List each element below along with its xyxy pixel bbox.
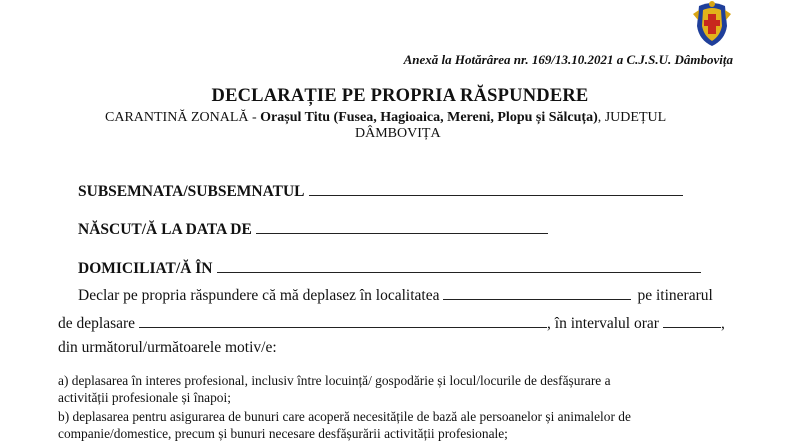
address-label: DOMICILIAT/Ă ÎN — [78, 260, 213, 277]
declaration-text-1b: pe itinerarul — [637, 287, 713, 304]
subtitle-line-2: DÂMBOVIȚA — [355, 126, 441, 141]
declaration-line-1 — [78, 285, 713, 305]
declaration-text-2a: de deplasare — [58, 315, 136, 332]
name-label: SUBSEMNATA/SUBSEMNATUL — [78, 183, 305, 200]
subtitle-line-1 — [105, 110, 666, 126]
declaration-line-3: din următorul/următoarele motiv/e: — [58, 339, 277, 356]
born-field-row — [78, 219, 548, 239]
name-field-row — [78, 181, 683, 201]
name-blank-line[interactable] — [309, 181, 683, 196]
born-label: NĂSCUT/Ă LA DATA DE — [78, 221, 252, 238]
reason-b-line-2: companie/domestice, precum și bunuri necesare desfășurării activității profesionale; — [58, 426, 508, 441]
declaration-line-2 — [58, 313, 725, 333]
itinerary-blank-line[interactable] — [139, 313, 547, 328]
declaration-text-1a: Declar pe propria răspundere că mă deplasez în localitatea — [78, 287, 440, 304]
reason-a-line-1: a) deplasarea în interes profesional, inclusiv între locuință/ gospodărie și locul/locurile de desfășurare a — [58, 373, 611, 388]
page-title: DECLARAȚIE PE PROPRIA RĂSPUNDERE — [211, 86, 589, 106]
comma-separator: , — [720, 315, 725, 332]
declaration-text-2b: , în intervalul orar — [547, 315, 659, 332]
address-blank-line[interactable] — [217, 258, 701, 273]
born-date-blank-line[interactable] — [256, 219, 548, 234]
subtitle-location: Orașul Titu (Fusea, Hagioaica, Mereni, Plopu și Sălcuța) — [260, 110, 598, 125]
reason-a-line-2: activității profesionale și înapoi; — [58, 390, 231, 405]
address-field-row — [78, 258, 701, 278]
romania-coat-of-arms-icon — [689, 0, 735, 48]
subtitle-suffix: , JUDEȚUL — [597, 110, 667, 125]
time-interval-blank-line[interactable] — [663, 313, 721, 328]
reason-b-line-1: b) deplasarea pentru asigurarea de bunuri care acoperă necesitățile de bază ale persoanelor și animalelor de — [58, 409, 631, 424]
subtitle-prefix: CARANTINĂ ZONALĂ - — [105, 110, 261, 125]
locality-blank-line[interactable] — [443, 285, 631, 300]
annex-reference: Anexă la Hotărârea nr. 169/13.10.2021 a C.J.S.U. Dâmbovița — [403, 52, 733, 67]
